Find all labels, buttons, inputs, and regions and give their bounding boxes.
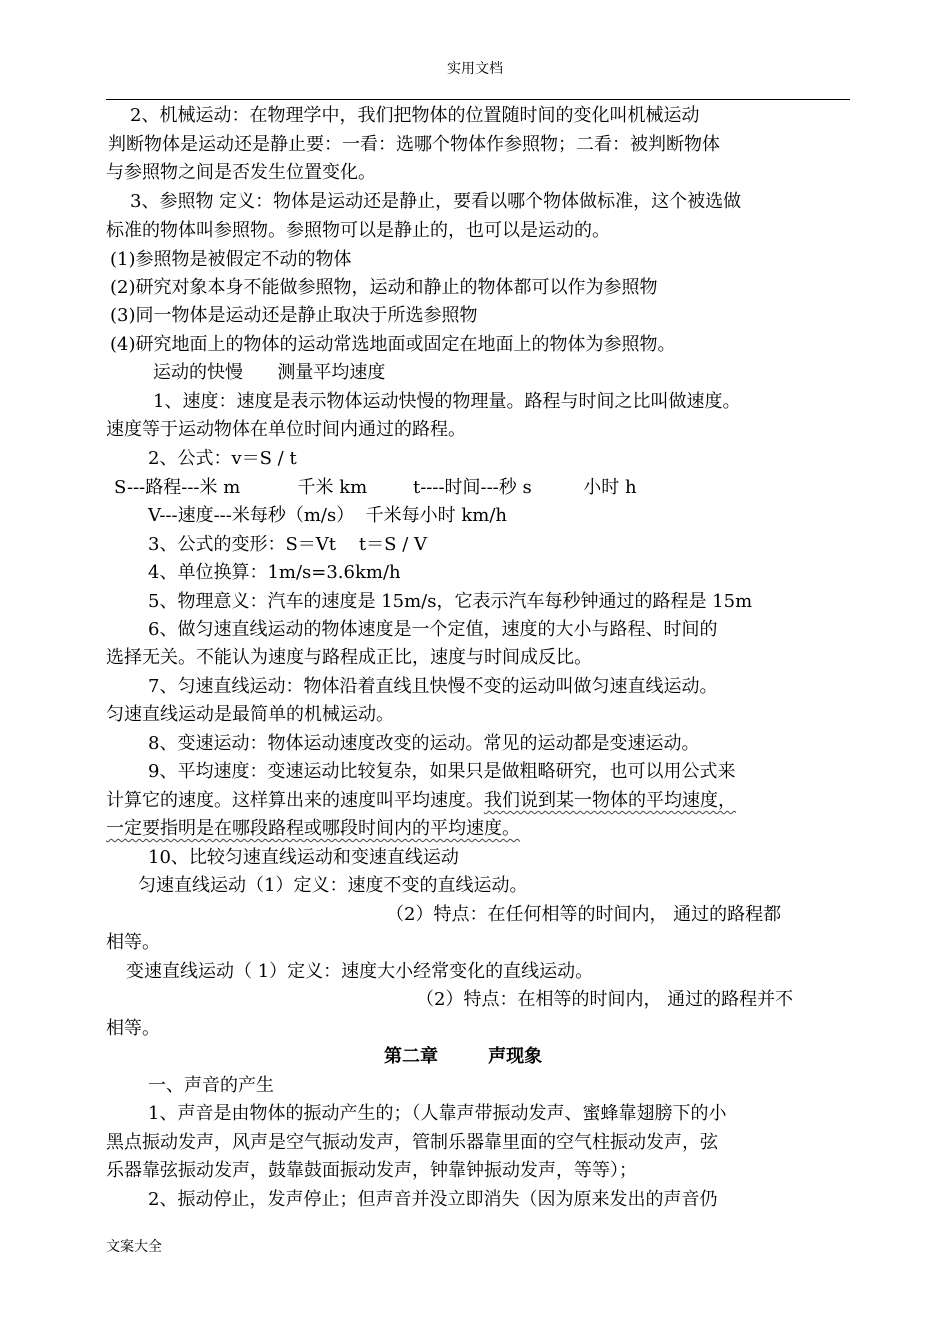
- text-line: [106, 817, 520, 841]
- text-line: 选择无关。不能认为速度与路程成正比，速度与时间成反比。: [106, 647, 592, 668]
- text-line: (2)研究对象本身不能做参照物，运动和静止的物体都可以作为参照物: [110, 277, 658, 298]
- text-line: 9、平均速度：变速运动比较复杂，如果只是做粗略研究，也可以用公式来: [148, 761, 736, 782]
- text-line: V---速度---米每秒（m/s） 千米每小时 km/h: [148, 505, 508, 526]
- text-line: 匀速直线运动（1）定义：速度不变的直线运动。: [138, 875, 528, 896]
- wavy-underlined-text: 我们说到某一物体的平均速度，: [484, 790, 736, 811]
- wavy-underlined-text: 一定要指明是在哪段路程或哪段时间内的平均速度。: [106, 818, 520, 839]
- text-line: (3)同一物体是运动还是静止取决于所选参照物: [110, 305, 478, 326]
- page-footer: 文案大全: [106, 1239, 162, 1255]
- text-line: (1)参照物是被假定不动的物体: [110, 249, 352, 270]
- section-heading: 运动的快慢 测量平均速度: [153, 362, 386, 383]
- text-line: S---路程---米 m 千米 km t----时间---秒 s 小时 h: [114, 477, 637, 498]
- text-line: 1、声音是由物体的振动产生的；（人靠声带振动发声、蜜蜂靠翅膀下的小: [148, 1103, 727, 1124]
- section-heading: 一、声音的产生: [148, 1075, 274, 1096]
- text-line: [106, 789, 736, 813]
- header-rule: [106, 99, 850, 100]
- text-line: 相等。: [106, 1018, 160, 1039]
- text-line: 5、物理意义：汽车的速度是 15m/s，它表示汽车每秒钟通过的路程是 15m: [148, 591, 753, 612]
- text-line: 2、振动停止，发声停止；但声音并没立即消失（因为原来发出的声音仍: [148, 1189, 718, 1210]
- text-line: 判断物体是运动还是静止要：一看：选哪个物体作参照物；二看：被判断物体: [108, 134, 720, 155]
- text-line: 乐器靠弦振动发声，鼓靠鼓面振动发声，钟靠钟振动发声，等等）；: [106, 1160, 637, 1181]
- text-line: 标准的物体叫参照物。参照物可以是静止的，也可以是运动的。: [106, 220, 610, 241]
- text-line: 速度等于运动物体在单位时间内通过的路程。: [106, 419, 466, 440]
- page-header: 实用文档: [447, 61, 503, 77]
- text-line: 2、公式：v＝S / t: [148, 448, 297, 469]
- text-line: 2、机械运动：在物理学中，我们把物体的位置随时间的变化叫机械运动: [130, 105, 700, 126]
- text-line: 黑点振动发声，风声是空气振动发声，管制乐器靠里面的空气柱振动发声，弦: [106, 1132, 718, 1153]
- text-line: 3、参照物 定义：物体是运动还是静止，要看以哪个物体做标准，这个被选做: [130, 191, 742, 212]
- text-segment: 计算它的速度。这样算出来的速度叫平均速度。: [106, 790, 484, 811]
- text-line: 变速直线运动（ 1）定义：速度大小经常变化的直线运动。: [126, 961, 594, 982]
- chapter-title: 第二章 声现象: [384, 1046, 543, 1067]
- text-line: 7、匀速直线运动：物体沿着直线且快慢不变的运动叫做匀速直线运动。: [148, 676, 718, 697]
- text-line: （2）特点：在任何相等的时间内， 通过的路程都: [386, 904, 782, 925]
- text-line: 6、做匀速直线运动的物体速度是一个定值，速度的大小与路程、时间的: [148, 619, 718, 640]
- text-line: 与参照物之间是否发生位置变化。: [106, 162, 376, 183]
- text-line: （2）特点：在相等的时间内， 通过的路程并不: [416, 989, 794, 1010]
- text-line: 1、速度：速度是表示物体运动快慢的物理量。路程与时间之比叫做速度。: [153, 391, 741, 412]
- text-line: 8、变速运动：物体运动速度改变的运动。常见的运动都是变速运动。: [148, 733, 700, 754]
- text-line: (4)研究地面上的物体的运动常选地面或固定在地面上的物体为参照物。: [110, 334, 676, 355]
- text-line: 相等。: [106, 932, 160, 953]
- text-line: 10、比较匀速直线运动和变速直线运动: [148, 847, 459, 868]
- text-line: 4、单位换算：1m/s=3.6km/h: [148, 562, 401, 583]
- text-line: 3、公式的变形：S＝Vt t＝S / V: [148, 534, 427, 555]
- text-line: 匀速直线运动是最简单的机械运动。: [106, 704, 394, 725]
